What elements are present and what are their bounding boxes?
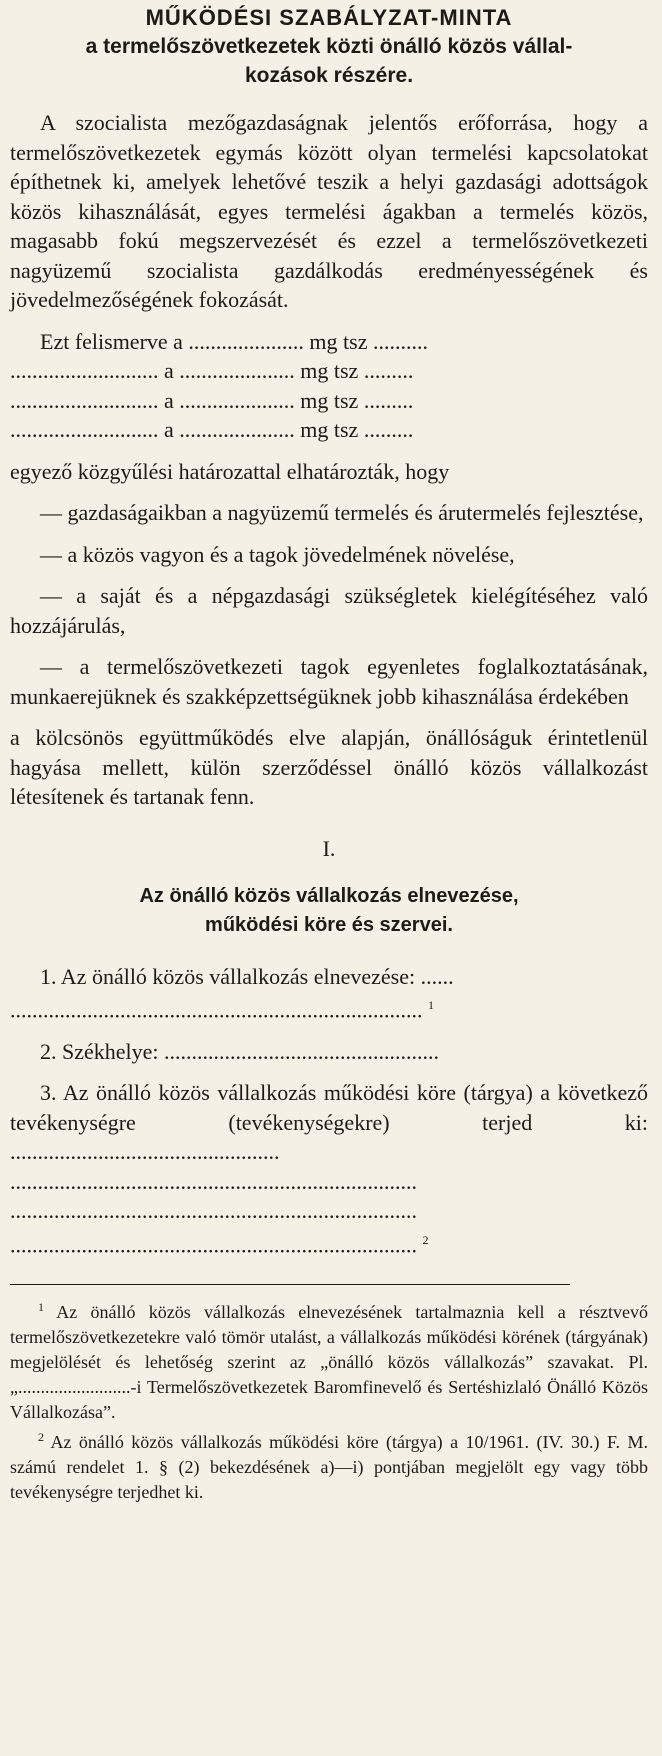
footnote-ref-2: 2 (422, 1232, 429, 1247)
purpose-item-1: — gazdaságaikban a nagyüzemű termelés és árutermelés fejlesztése, (40, 500, 644, 525)
recognition-line-2: ........................... a ..................... mg tsz ......... (10, 358, 414, 383)
item-3-fill-line-2: .......................................................................... (10, 1198, 417, 1224)
footnote-1 (10, 1295, 648, 1425)
purpose-item-4: — a termelőszövetkezeti tagok egyenletes foglalkoztatásának, munkaerejüknek és szakképzettségüknek jobb kihasználása érdekében (10, 654, 648, 709)
recognition-line-4: ........................... a ..................... mg tsz ......... (10, 417, 414, 442)
footnote-1-text: Az önálló közös vállalkozás elnevezésének tartalmaznia kell a résztvevő termelőszövetkezetekre való tömör utalást, a vállalkozás működési körének (tárgyának) megjelölését és lehetőség szerint az „önálló közös vállalkozás” szavakat. Pl. „.........................-i Termelőszövetkezetek Baromfinevelő és Sertéshizlaló Önálló Közös Vállalkozása”. (10, 1301, 649, 1422)
item-1-fill-line (10, 991, 648, 1025)
item-1-name: 1. Az önálló közös vállalkozás elnevezése: ...... (40, 963, 454, 989)
footnote-2-text: Az önálló közös vállalkozás működési köre (tárgya) a 10/1961. (IV. 30.) F. M. számú rendelet 1. § (2) bekezdésének a)—i) pontjában megjelölt egy vagy több tevékenységre terjedhet ki. (10, 1431, 648, 1502)
intro-paragraph: A szocialista mezőgazdaságnak jelentős erőforrása, hogy a termelőszövetkezetek egymás között olyan termelési kapcsolatokat építhetnek ki, amelyek lehetővé teszik a helyi gazdasági adottságok közös kihasználását, egyes termelési ágakban a termelés közös, magasabb fokú megszervezését és ezzel a termelőszövetkezeti nagyüzemű szocialista gazdálkodás eredményességének és jövedelmezőségének fokozását. (10, 110, 648, 312)
footnote-2 (10, 1425, 648, 1505)
item-3-fill-line-3-row (10, 1226, 648, 1260)
closing-paragraph: a kölcsönös együttműködés elve alapján, önállóságuk érintetlenül hagyása mellett, külön szerződéssel önálló közös vállalkozást létesítenek és tartanak fenn. (10, 725, 648, 809)
document-subtitle (10, 32, 648, 90)
item-3-fill-line-3: .......................................................................... (10, 1232, 417, 1258)
footnote-ref-1: 1 (428, 998, 434, 1012)
recognition-block (10, 327, 648, 445)
document-title: MŰKÖDÉSI SZABÁLYZAT-MINTA (145, 5, 513, 30)
subtitle-line-2: kozások részére. (244, 64, 414, 87)
item-3-scope: 3. Az önálló közös vállalkozás működési köre (tárgya) a következő tevékenységre (tevékenységekre) terjed ki: ................................................. (10, 1080, 648, 1165)
section-title-line-2: működési köre és szervei. (205, 913, 453, 936)
item-1-fill: ........................................................................... (10, 997, 423, 1023)
footnote-1-number: 1 (38, 1299, 44, 1314)
section-title-line-1: Az önálló közös vállalkozás elnevezése, (139, 884, 519, 907)
document-page (0, 4, 662, 1756)
footnote-2-number: 2 (38, 1429, 44, 1444)
purpose-item-3: — a saját és a népgazdasági szükségletek kielégítéséhez való hozzájárulás, (10, 583, 648, 638)
item-2-seat: 2. Székhelye: .................................................. (40, 1038, 440, 1064)
section-title (10, 882, 648, 940)
recognition-line-1: Ezt felismerve a ..................... mg tsz .......... (40, 328, 428, 354)
section-number: I. (322, 835, 336, 861)
footnote-divider (10, 1284, 570, 1285)
recognition-line-3: ........................... a ..................... mg tsz ......... (10, 387, 414, 413)
purpose-item-2: — a közös vagyon és a tagok jövedelmének növelése, (40, 541, 515, 567)
item-3-fill-line-1: .......................................................................... (10, 1168, 417, 1194)
subtitle-line-1: a termelőszövetkezetek közti önálló közös vállal- (85, 35, 573, 58)
decision-text: egyező közgyűlési határozattal elhatározták, hogy (10, 458, 450, 484)
